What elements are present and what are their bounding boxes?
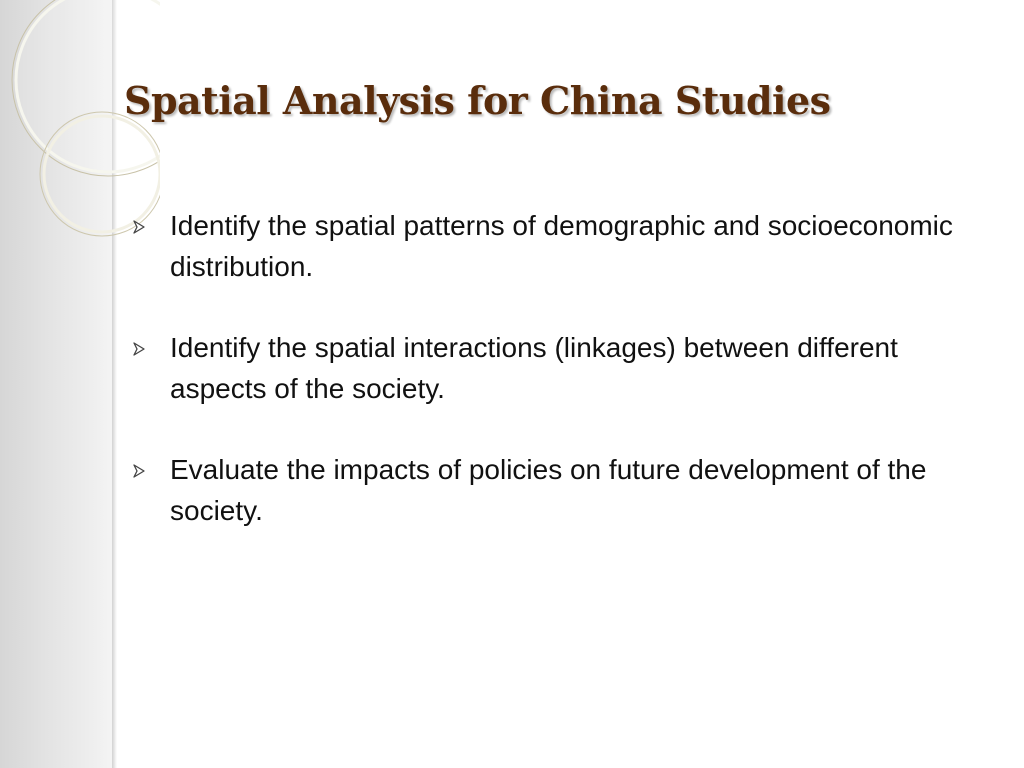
bullet-item: [132, 205, 982, 287]
bullet-text: Evaluate the impacts of policies on future development of the society.: [170, 454, 927, 526]
slide-title: Spatial Analysis for China Studies: [124, 78, 831, 123]
arrowhead-bullet-icon: [132, 342, 146, 356]
bullet-text: Identify the spatial patterns of demographic and socioeconomic distribution.: [170, 210, 953, 282]
bullet-item: [132, 327, 982, 409]
bullet-list: [132, 205, 982, 571]
arrowhead-bullet-icon: [132, 220, 146, 234]
bullet-text: Identify the spatial interactions (linkages) between different aspects of the society.: [170, 332, 898, 404]
bullet-item: [132, 449, 982, 531]
arrowhead-bullet-icon: [132, 464, 146, 478]
